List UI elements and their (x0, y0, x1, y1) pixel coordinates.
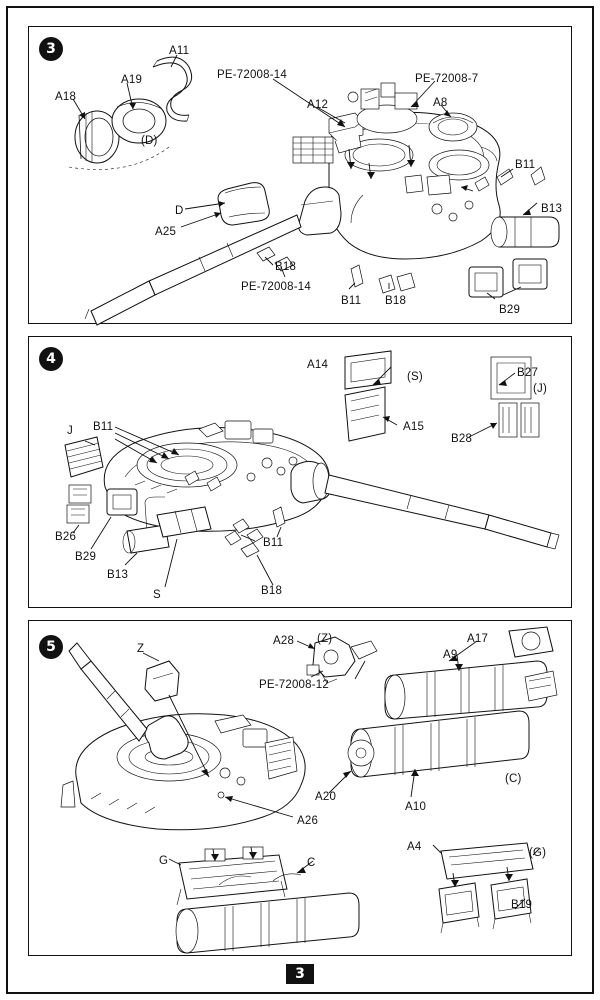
part-A9-drum (385, 661, 547, 719)
part-label-c: (C) (505, 773, 522, 785)
gun-barrel-assembly (85, 187, 341, 325)
part-Z-piece (145, 661, 179, 701)
part-label-a12: A12 (307, 99, 329, 111)
part-A15-shield (345, 387, 385, 441)
part-label-a9: A9 (443, 649, 458, 661)
part-A14-shield (345, 351, 391, 389)
part-label-d: D (175, 205, 184, 217)
page-footer (0, 964, 600, 984)
step-number-badge: 4 (39, 347, 63, 371)
part-label-s: (S) (407, 371, 423, 383)
part-label-a20: A20 (315, 791, 337, 803)
part-A20-endcap (348, 740, 374, 766)
part-G-frame (177, 847, 287, 905)
part-label-a11: A11 (169, 45, 190, 57)
part-A10-drum (350, 711, 529, 777)
part-label-a4: A4 (407, 841, 422, 853)
part-label-pe-72008-7: PE-72008-7 (415, 73, 479, 85)
part-label-b27: B27 (517, 367, 539, 379)
step-5-diagram (29, 621, 573, 957)
part-label-b11: B11 (93, 421, 114, 433)
part-B29-box (107, 489, 137, 515)
part-label-g: (G) (529, 847, 547, 859)
part-label-pe-72008-14: PE-72008-14 (217, 69, 287, 81)
part-B26-plate (67, 485, 91, 523)
part-label-d: (D) (141, 135, 158, 147)
part-label-c: C (307, 857, 316, 869)
part-label-j: J (67, 425, 73, 437)
part-A8-hatch (429, 113, 477, 141)
part-J-grille (65, 437, 103, 477)
part-label-a8: A8 (433, 97, 448, 109)
step-number-badge: 3 (39, 37, 63, 61)
part-label-b13: B13 (107, 569, 129, 581)
part-PE-72008-14-fret (293, 137, 333, 163)
part-label-z: Z (137, 643, 145, 655)
part-A25-cover (218, 183, 269, 225)
part-label-a19: A19 (121, 74, 143, 86)
part-label-a28: A28 (273, 635, 295, 647)
part-label-a10: A10 (405, 801, 427, 813)
part-label-b18: B18 (385, 295, 407, 307)
part-label-z: (Z) (317, 633, 333, 645)
part-label-b29: B29 (499, 304, 521, 316)
part-label-a18: A18 (55, 91, 77, 103)
part-label-s: S (153, 589, 161, 601)
assembly-step-panel-3 (28, 26, 572, 324)
part-label-b28: B28 (451, 433, 473, 445)
part-label-b13: B13 (541, 203, 563, 215)
part-label-pe-72008-14: PE-72008-14 (241, 281, 311, 293)
part-B29-boxes (469, 259, 547, 297)
assembly-step-panel-5 (28, 620, 572, 956)
part-label-g: G (159, 855, 169, 867)
part-label-b26: B26 (55, 531, 77, 543)
part-label-a25: A25 (155, 226, 177, 238)
part-label-b11: B11 (515, 159, 536, 171)
part-label-a14: A14 (307, 359, 329, 371)
gun-barrel-assembly (291, 461, 559, 549)
part-label-b19: B19 (511, 899, 533, 911)
part-label-b11: B11 (341, 295, 362, 307)
part-label-a26: A26 (297, 815, 319, 827)
part-label-a17: A17 (467, 633, 489, 645)
part-A17-bracket (509, 627, 553, 657)
part-B13-drum (491, 217, 559, 247)
step-number-badge: 5 (39, 635, 63, 659)
part-A4-frame (441, 843, 533, 879)
part-label-pe-72008-12: PE-72008-12 (259, 679, 329, 691)
part-label-b29: B29 (75, 551, 97, 563)
page-number: 3 (286, 964, 314, 984)
assembly-step-panel-4 (28, 336, 572, 608)
part-label-b11: B11 (263, 537, 284, 549)
part-label-b18: B18 (275, 261, 297, 273)
part-A19-cover (112, 99, 166, 143)
part-label-b18: B18 (261, 585, 283, 597)
part-label-j: (J) (533, 383, 548, 395)
part-label-a15: A15 (403, 421, 425, 433)
